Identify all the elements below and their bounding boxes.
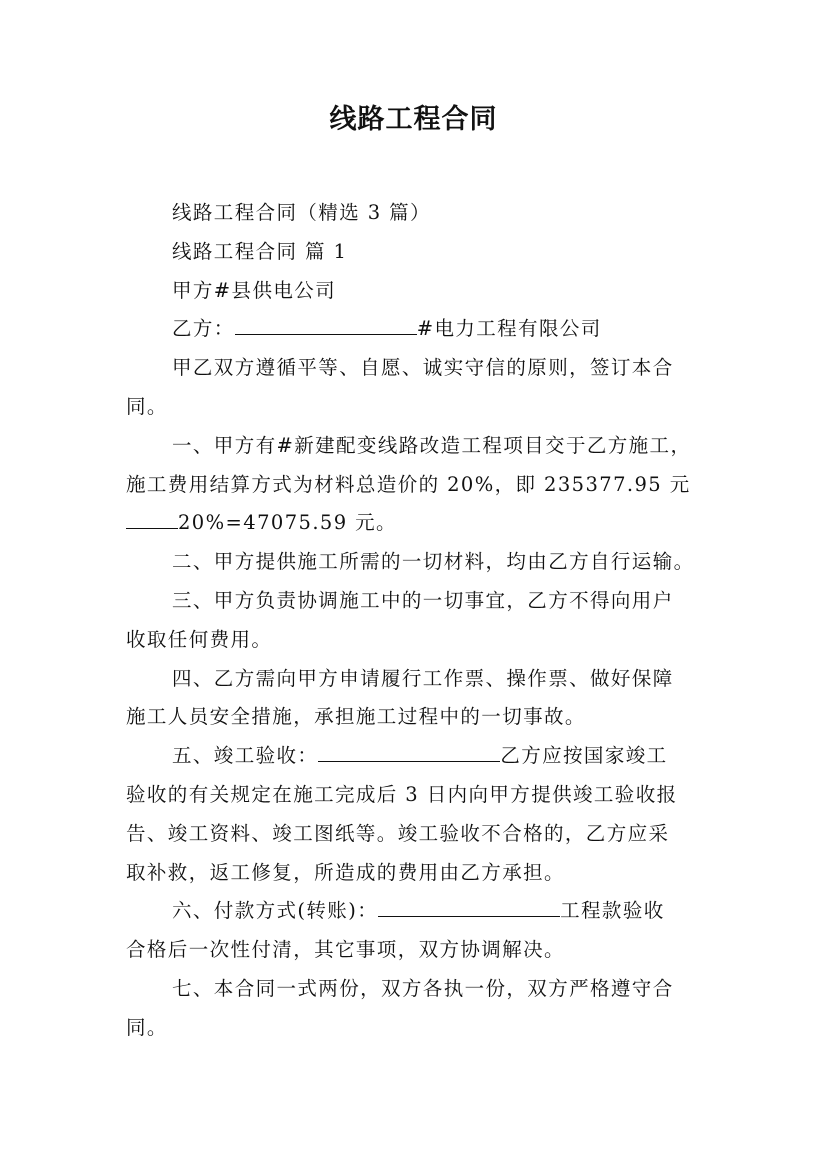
clause-3-line-2: 收取任何费用。 (126, 627, 273, 651)
party-b (126, 310, 706, 349)
clause-7-line-1: 七、本合同一式两份，双方各执一份，双方严格遵守合 (172, 976, 674, 1000)
intro-line-1: 甲乙双方遵循平等、自愿、诚实守信的原则，签订本合 (172, 356, 674, 380)
clause-5-prefix: 五、竣工验收： (172, 744, 319, 768)
party-a: 甲方#县供电公司 (172, 278, 337, 302)
clause-4-line-1: 四、乙方需向甲方申请履行工作票、操作票、做好保障 (172, 666, 674, 690)
clause-1-line-3-suffix: 20%=47075.59 元。 (178, 511, 397, 535)
clause-6-line-1 (126, 892, 706, 931)
intro-line-2: 同。 (126, 394, 168, 418)
clause-5-line-1-suffix: 乙方应按国家竣工 (500, 744, 668, 768)
party-b-suffix: #电力工程有限公司 (416, 317, 602, 341)
clause-4-line-2: 施工人员安全措施，承担施工过程中的一切事故。 (126, 705, 586, 729)
clause-5-line-1 (126, 737, 706, 776)
clause-5-line-2: 验收的有关规定在施工完成后 3 日内向甲方提供竣工验收报 (126, 782, 678, 806)
document-body (126, 194, 706, 1048)
section-heading: 线路工程合同 篇 1 (172, 239, 348, 263)
party-b-blank (235, 317, 417, 336)
clause-1-line-2: 施工费用结算方式为材料总造价的 20%，即 235377.95 元 (126, 472, 691, 496)
party-b-prefix: 乙方： (172, 317, 235, 341)
clause-3-line-1: 三、甲方负责协调施工中的一切事宜，乙方不得向用户 (172, 588, 674, 612)
clause-6-line-2: 合格后一次性付清，其它事项，双方协调解决。 (126, 938, 565, 962)
clause-1-line-1: 一、甲方有#新建配变线路改造工程项目交于乙方施工， (172, 433, 692, 457)
clause-1-blank (126, 511, 178, 530)
clause-5-line-4: 取补救，返工修复，所造成的费用由乙方承担。 (126, 860, 565, 884)
clause-5-blank (318, 744, 500, 763)
document-title: 线路工程合同 (329, 104, 498, 135)
clause-5-line-3: 告、竣工资料、竣工图纸等。竣工验收不合格的，乙方应采 (126, 821, 670, 845)
clause-7-line-2: 同。 (126, 1015, 168, 1039)
clause-6-prefix: 六、付款方式(转账)： (172, 899, 379, 923)
clause-6-blank (378, 899, 560, 918)
clause-2: 二、甲方提供施工所需的一切材料，均由乙方自行运输。 (172, 550, 695, 574)
clause-1-line-3 (126, 504, 706, 543)
subtitle: 线路工程合同（精选 3 篇） (172, 201, 431, 224)
clause-6-line-1-suffix: 工程款验收 (560, 899, 665, 923)
